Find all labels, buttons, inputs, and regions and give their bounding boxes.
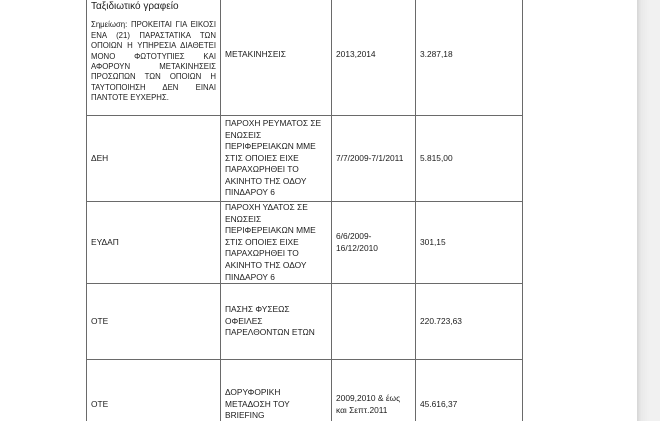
amount-cell: 45.616,37 [416,360,523,421]
page-edge-shadow [637,0,660,421]
entity-name: Ταξιδιωτικό γραφείο [91,1,179,12]
entity-cell: ΕΥΔΑΠ [87,202,221,284]
note-text: Σημείωση: ΠΡΟΚΕΙΤΑΙ ΓΙΑ ΕΙΚΟΣΙ ΕΝΑ (21) ΠΑΡΑΣΤΑΤΙΚΑ ΤΩΝ ΟΠΟΙΩΝ Η ΥΠΗΡΕΣΙΑ ΔΙΑΘΕΤΕΙ ΜΟΝΟ ΦΩΤΟΤΥΠΙΕΣ ΚΑΙ ΑΦΟΡΟΥΝ ΜΕΤΑΚΙΝΗΣΕΙΣ ΠΡΟΣΩΠΩΝ ΤΩΝ ΟΠΟΙΩΝ Η ΤΑΥΤΟΠΟΙΗΣΗ ΔΕΝ ΕΙΝΑΙ ΠΑΝΤΟΤΕ ΕΥΧΕΡΗΣ. [91,20,216,103]
period-cell [332,284,416,360]
table-row [87,116,523,202]
debts-table [86,0,523,421]
amount-cell: 220.723,63 [416,284,523,360]
table-row [87,202,523,284]
description-cell: ΜΕΤΑΚΙΝΗΣΕΙΣ [221,0,332,116]
period-cell: 2013,2014 [332,0,416,116]
description-cell: ΠΑΡΟΧΗ ΡΕΥΜΑΤΟΣ ΣΕ ΕΝΩΣΕΙΣ ΠΕΡΙΦΕΡΕΙΑΚΩΝ ΜΜΕ ΣΤΙΣ ΟΠΟΙΕΣ ΕΙΧΕ ΠΑΡΑΧΩΡΗΘΕΙ ΤΟ ΑΚΙΝΗΤΟ ΤΗΣ ΟΔΟΥ ΠΙΝΔΑΡΟΥ 6 [221,116,332,202]
amount-cell: 5.815,00 [416,116,523,202]
entity-cell: ΔΕΗ [87,116,221,202]
table-row [87,360,523,421]
table-row [87,0,523,116]
period-cell: 7/7/2009-7/1/2011 [332,116,416,202]
table-row [87,284,523,360]
description-cell: ΠΑΣΗΣ ΦΥΣΕΩΣ ΟΦΕΙΛΕΣ ΠΑΡΕΛΘΟΝΤΩΝ ΕΤΩΝ [221,284,332,360]
period-cell: 2009,2010 & έως και Σεπτ.2011 [332,360,416,421]
period-cell: 6/6/2009-16/12/2010 [332,202,416,284]
description-cell: ΠΑΡΟΧΗ ΥΔΑΤΟΣ ΣΕ ΕΝΩΣΕΙΣ ΠΕΡΙΦΕΡΕΙΑΚΩΝ ΜΜΕ ΣΤΙΣ ΟΠΟΙΕΣ ΕΙΧΕ ΠΑΡΑΧΩΡΗΘΕΙ ΤΟ ΑΚΙΝΗΤΟ ΤΗΣ ΟΔΟΥ ΠΙΝΔΑΡΟΥ 6 [221,202,332,284]
amount-cell: 3.287,18 [416,0,523,116]
entity-cell: ΟΤΕ [87,284,221,360]
amount-cell: 301,15 [416,202,523,284]
description-cell: ΔΟΡΥΦΟΡΙΚΗ ΜΕΤΑΔΟΣΗ ΤΟΥ BRIEFING [221,360,332,421]
entity-cell [87,0,221,116]
entity-cell: ΟΤΕ [87,360,221,421]
